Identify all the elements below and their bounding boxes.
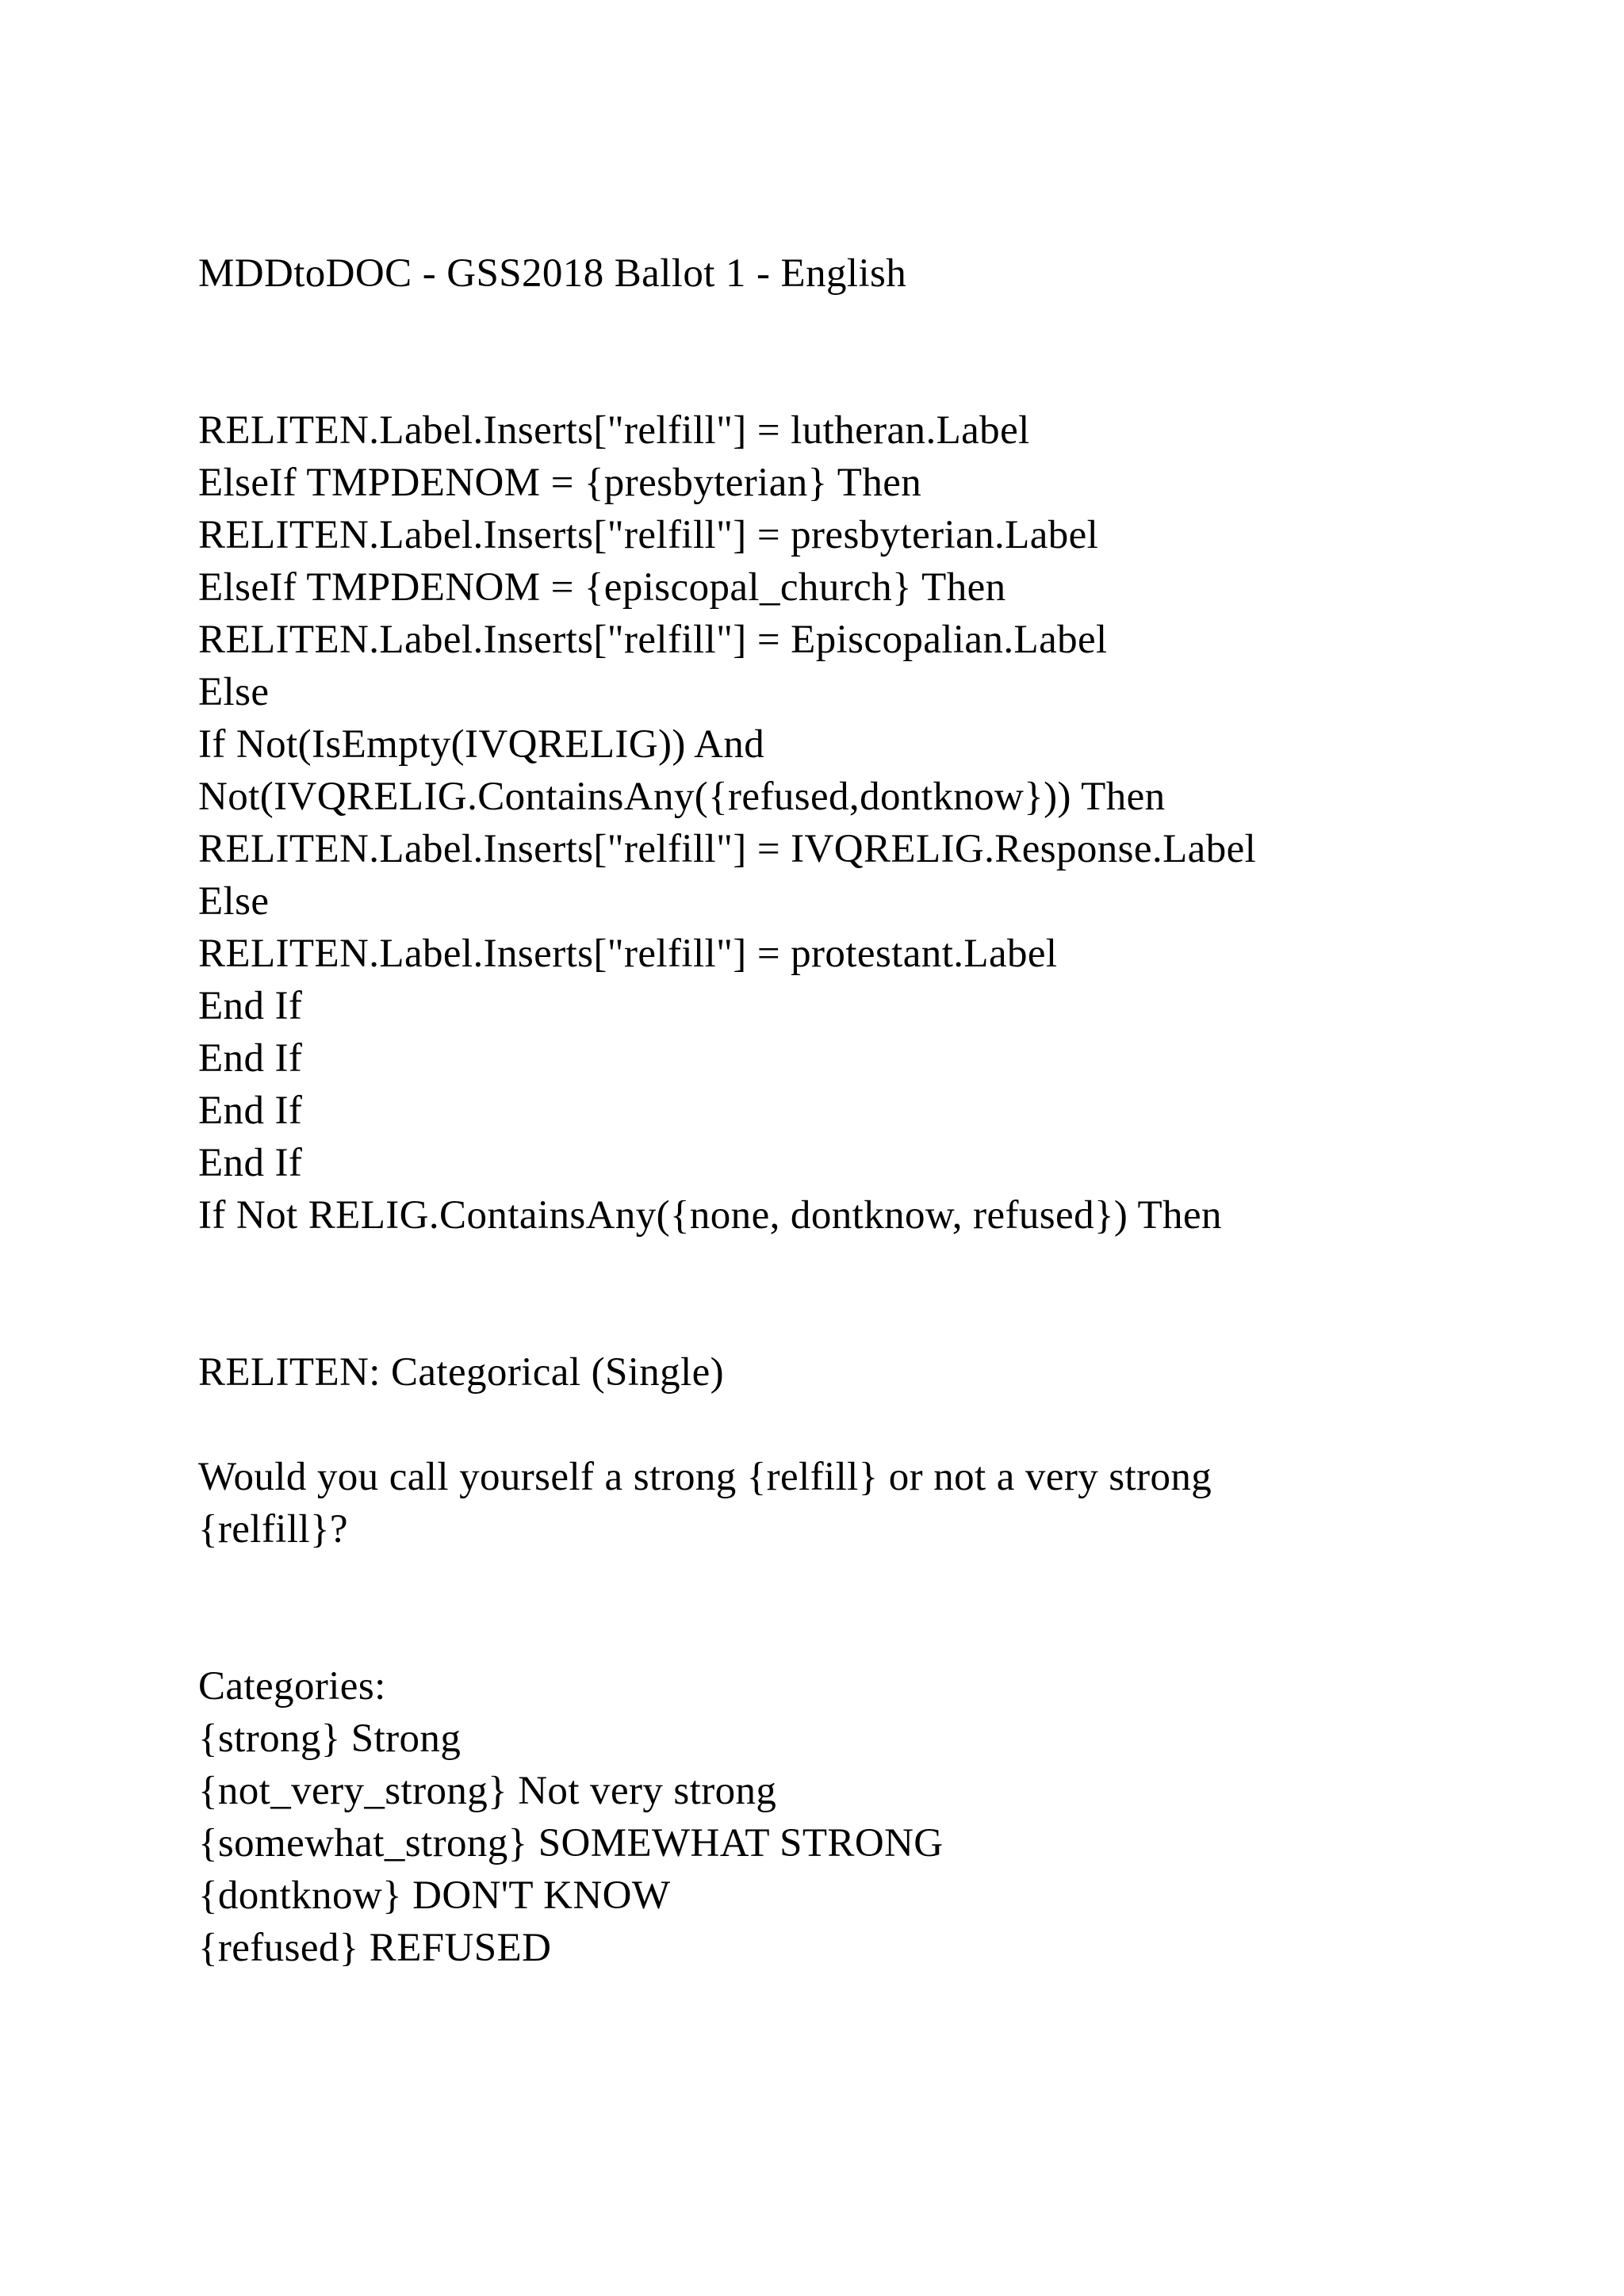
question-text-line: Would you call yourself a strong {relfill} or not a very strong	[198, 1455, 1212, 1499]
category-item: {somewhat_strong} SOMEWHAT STRONG	[198, 1821, 944, 1866]
script-line: End If	[198, 1036, 303, 1081]
script-line: If Not RELIG.ContainsAny({none, dontknow, refused}) Then	[198, 1193, 1222, 1238]
question-text-line: {relfill}?	[198, 1507, 348, 1552]
script-line: End If	[198, 984, 303, 1028]
categories-label: Categories:	[198, 1664, 386, 1709]
script-line: Else	[198, 879, 270, 924]
script-line: Else	[198, 670, 270, 714]
script-line: RELITEN.Label.Inserts["relfill"] = protestant.Label	[198, 932, 1058, 976]
script-line: RELITEN.Label.Inserts["relfill"] = lutheran.Label	[198, 408, 1030, 453]
question-header: RELITEN: Categorical (Single)	[198, 1350, 725, 1395]
script-line: RELITEN.Label.Inserts["relfill"] = presbyterian.Label	[198, 513, 1099, 557]
script-line: End If	[198, 1089, 303, 1133]
script-line: ElseIf TMPDENOM = {presbyterian} Then	[198, 461, 922, 505]
script-line: End If	[198, 1141, 303, 1185]
script-line: If Not(IsEmpty(IVQRELIG)) And	[198, 722, 765, 767]
category-item: {strong} Strong	[198, 1716, 462, 1761]
script-line: RELITEN.Label.Inserts["relfill"] = IVQRELIG.Response.Label	[198, 827, 1257, 871]
script-line: ElseIf TMPDENOM = {episcopal_church} Then	[198, 565, 1006, 610]
category-item: {not_very_strong} Not very strong	[198, 1769, 777, 1813]
script-line: Not(IVQRELIG.ContainsAny({refused,dontknow})) Then	[198, 775, 1166, 819]
script-line: RELITEN.Label.Inserts["relfill"] = Episcopalian.Label	[198, 618, 1108, 662]
category-item: {dontknow} DON'T KNOW	[198, 1873, 671, 1918]
category-item: {refused} REFUSED	[198, 1926, 552, 1970]
document-title: MDDtoDOC - GSS2018 Ballot 1 - English	[198, 251, 907, 296]
